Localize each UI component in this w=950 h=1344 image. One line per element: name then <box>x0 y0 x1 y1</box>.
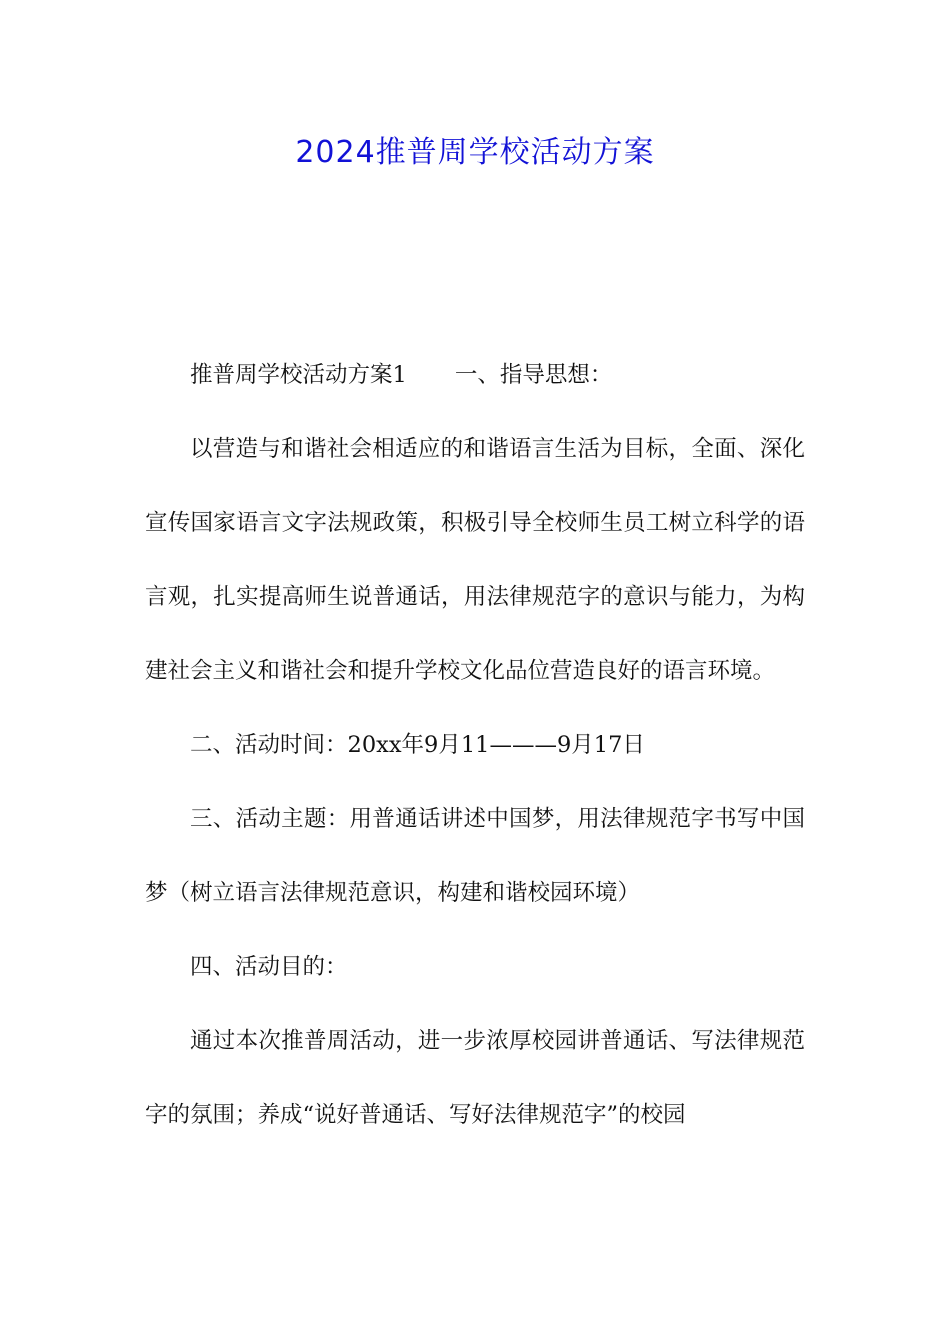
document-title: 2024推普周学校活动方案 <box>295 135 655 170</box>
paragraph-guiding-ideology: 以营造与和谐社会相适应的和谐语言生活为目标，全面、深化宣传国家语言文字法规政策，积极引导全校师生员工树立科学的语言观，扎实提高师生说普通话，用法律规范字的意识与能力，为构建社会主义和谐社会和提升学校文化品位营造良好的语言环境。 <box>145 436 805 684</box>
paragraph-activity-time: 二、活动时间：20xx年9月11———9月17日 <box>190 732 645 758</box>
paragraph-activity-purpose-heading: 四、活动目的： <box>190 954 348 980</box>
paragraph-activity-purpose: 通过本次推普周活动，进一步浓厚校园讲普通话、写法律规范字的氛围；养成“说好普通话、写好法律规范字”的校园 <box>145 1028 805 1128</box>
paragraph-activity-theme: 三、活动主题：用普通话讲述中国梦，用法律规范字书写中国梦（树立语言法律规范意识，构建和谐校园环境） <box>145 806 805 906</box>
heading-section: 一、指导思想： <box>454 362 613 388</box>
heading-prefix: 推普周学校活动方案1 <box>190 362 407 388</box>
heading-paragraph <box>145 338 805 412</box>
document-body <box>145 338 805 1152</box>
